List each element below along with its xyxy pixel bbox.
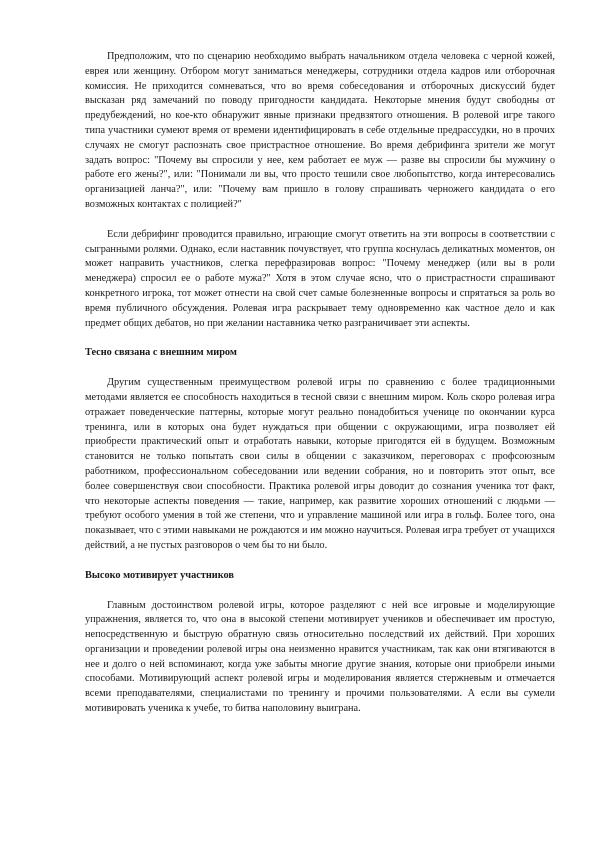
paragraph-1: Предположим, что по сценарию необходимо выбрать начальником отдела человека с черной кожей, еврея или женщину. Отбором могут заниматься менеджеры, сотрудники отдела кадров или отборочная комиссия. Не приходится сомневаться, что во время собеседования и отборочных дискуссий будет высказан ряд замечаний по поводу пригодности кандидата. Некоторые мнения будут свободны от предубеждений, но кое-кто обнаружит явные признаки предвзятого отношения. В ролевой игре такого типа участники сумеют время от времени идентифицировать в себе отдельные предрассудки, но в прочих случаях не смогут распознать свое пристрастное отношение. Во время дебрифинга зрители же могут задать вопрос: "Почему вы спросили у нее, кем работает ее муж — разве вы спросили бы мужчину о работе его жены?", или: "Понимали ли вы, что просто тешили свое любопытство, когда интересовались организацией ланча?", или: "Почему вам пришло в голову спрашивать черножего кандидата о его возможных контактах с полицией?" — [85, 51, 555, 210]
paragraph-3: Другим существенным преимуществом ролевой игры по сравнению с более традиционными методами является ее способность находиться в тесной связи с внешним миром. Коль скоро ролевая игра отражает поведенческие паттерны, которые могут реально понадобиться ученице по окончании курса тренинга, или в которых она будет нуждаться при общении с окружающими, игра позволяет ей приобрести практический опыт и отработать навыки, которые пригодятся ей в будущем. Возможным становится не только попытать свои силы в общении с заказчиком, переговорах с профсоюзным работником, профессиональном собеседовании или ведении собрания, но и повторить этот опыт, все более совершенствуя свои способности. Практика ролевой игры доводит до сознания ученика тот факт, что некоторые аспекты поведения — такие, например, как развитие хороших отношений с людьми — требуют особого умения в той же степени, что и управление машиной или игра в гольф. Более того, она показывает, что с этими навыками не рождаются и им можно научиться. Ролевая игра требует от учащихся действий, а не пустых разговоров о чем бы то ни было. — [85, 377, 555, 551]
paragraph-2: Если дебрифинг проводится правильно, играющие смогут ответить на эти вопросы в соответствии с сыгранными ролями. Однако, если наставник почувствует, что группа коснулась деликатных моментов, он может направить участников, слегка перефразировав вопрос: "Почему менеджер (или вы в роли менеджера) спросил ее о работе мужа?" Хотя в этом случае ясно, что о пристрастности спрашивают конкретного игрока, тот может отнести на свой счет самые болезненные вопросы и спрятаться за роль во время публичного обсуждения. Ролевая игра раскрывает тему одновременно как частное дело и как предмет общих дебатов, но при желании наставника четко разграничивает эти аспекты. — [85, 228, 555, 329]
section-heading-2: Высоко мотивирует участников — [85, 569, 234, 581]
document-page — [85, 50, 555, 717]
paragraph-4: Главным достоинством ролевой игры, которое разделяют с ней все игровые и моделирующие упражнения, является то, что она в высокой степени мотивирует учеников и обеспечивает им простую, непосредственную и быструю обратную связь относительно последствий их действий. При хороших организации и проведении ролевой игры она неизменно нравится участникам, так как они втягиваются в нее и долго о ней вспоминают, когда уже забыты многие другие знания, которые они приобрели иными способами. Мотивирующий аспект ролевой игры и моделирования является стержневым и отмечается всеми преподавателями, специалистами по тренингу и прочими пользователями. А если вы сумели мотивировать ученика к учебе, то битва наполовину выиграна. — [85, 599, 555, 715]
section-heading-1: Тесно связана с внешним миром — [85, 347, 237, 359]
